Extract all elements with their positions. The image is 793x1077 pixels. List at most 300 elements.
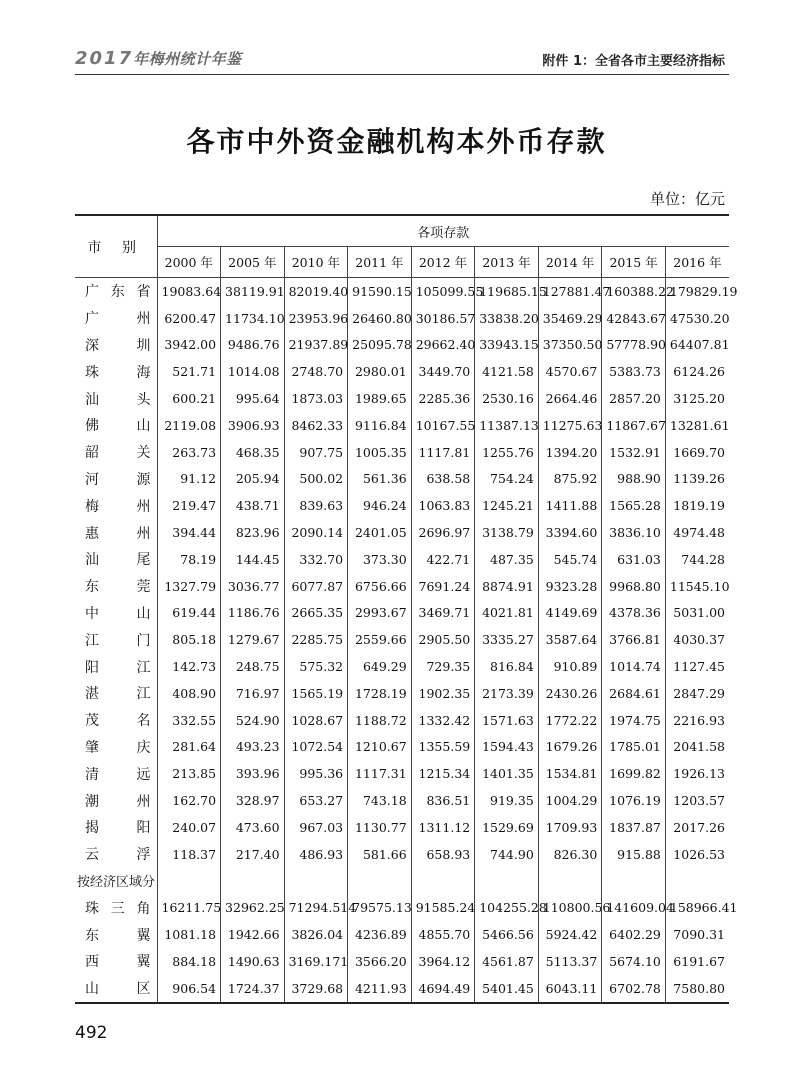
table-cell: 1529.69	[475, 814, 539, 841]
table-cell: 2285.36	[411, 385, 475, 412]
table-cell: 2401.05	[348, 519, 412, 546]
row-label: 东翼	[85, 927, 151, 944]
table-cell: 1534.81	[538, 760, 602, 787]
table-cell: 8874.91	[475, 573, 539, 600]
yearbook-tag	[75, 48, 242, 69]
table-cell: 744.28	[665, 546, 729, 573]
table-cell: 205.94	[221, 466, 285, 493]
table-cell: 884.18	[157, 948, 221, 975]
table-cell: 1255.76	[475, 439, 539, 466]
table-cell: 1565.28	[602, 492, 666, 519]
table-row	[75, 707, 729, 734]
table-cell: 47530.20	[665, 305, 729, 332]
table-row	[75, 305, 729, 332]
column-header: 2012 年	[411, 247, 475, 278]
table-cell: 394.44	[157, 519, 221, 546]
table-cell: 4030.37	[665, 626, 729, 653]
table-cell: 4121.58	[475, 358, 539, 385]
table-cell: 1245.21	[475, 492, 539, 519]
table-cell: 141609.04	[602, 894, 666, 921]
row-label: 肇庆	[85, 739, 151, 756]
table-cell: 823.96	[221, 519, 285, 546]
table-cell: 1709.93	[538, 814, 602, 841]
empty-cell	[538, 868, 602, 895]
table-cell: 37350.50	[538, 332, 602, 359]
table-cell: 521.71	[157, 358, 221, 385]
table-cell: 638.58	[411, 466, 475, 493]
table-row	[75, 921, 729, 948]
table-cell: 575.32	[284, 653, 348, 680]
row-label: 珠海	[85, 364, 151, 381]
header-rule	[75, 74, 729, 75]
table-cell: 3138.79	[475, 519, 539, 546]
row-label: 云浮	[85, 847, 151, 864]
table-cell: 8462.33	[284, 412, 348, 439]
table-cell: 1785.01	[602, 734, 666, 761]
table-cell: 1837.87	[602, 814, 666, 841]
table-cell: 7090.31	[665, 921, 729, 948]
table-row	[75, 466, 729, 493]
table-cell: 2559.66	[348, 626, 412, 653]
table-cell: 2430.26	[538, 680, 602, 707]
table-cell: 1728.19	[348, 680, 412, 707]
table-cell: 5113.37	[538, 948, 602, 975]
yearbook-year: 2017	[75, 48, 134, 69]
table-cell: 142.73	[157, 653, 221, 680]
table-cell: 907.75	[284, 439, 348, 466]
table-cell: 1311.12	[411, 814, 475, 841]
table-cell: 42843.67	[602, 305, 666, 332]
row-label: 深圳	[85, 337, 151, 354]
table-cell: 3729.68	[284, 975, 348, 1003]
table-cell: 6702.78	[602, 975, 666, 1003]
column-header: 2013 年	[475, 247, 539, 278]
table-cell: 13281.61	[665, 412, 729, 439]
table-cell: 393.96	[221, 760, 285, 787]
table-cell: 5466.56	[475, 921, 539, 948]
row-label: 揭阳	[85, 820, 151, 837]
table-cell: 2285.75	[284, 626, 348, 653]
column-header: 2016 年	[665, 247, 729, 278]
table-cell: 1063.83	[411, 492, 475, 519]
table-cell: 816.84	[475, 653, 539, 680]
table-cell: 826.30	[538, 841, 602, 868]
row-label: 梅州	[85, 498, 151, 515]
table-row	[75, 734, 729, 761]
table-cell: 33943.15	[475, 332, 539, 359]
table-cell: 581.66	[348, 841, 412, 868]
table-cell: 1081.18	[157, 921, 221, 948]
table-cell: 649.29	[348, 653, 412, 680]
table-cell: 5924.42	[538, 921, 602, 948]
table-cell: 1139.26	[665, 466, 729, 493]
table-cell: 1327.79	[157, 573, 221, 600]
table-cell: 1989.65	[348, 385, 412, 412]
row-label: 惠州	[85, 525, 151, 542]
column-header: 2015 年	[602, 247, 666, 278]
table-cell: 219.47	[157, 492, 221, 519]
empty-cell	[221, 868, 285, 895]
table-cell: 144.45	[221, 546, 285, 573]
table-cell: 3836.10	[602, 519, 666, 546]
table-cell: 2684.61	[602, 680, 666, 707]
row-label: 茂名	[85, 713, 151, 730]
table-row	[75, 680, 729, 707]
table-cell: 21937.89	[284, 332, 348, 359]
table-cell: 600.21	[157, 385, 221, 412]
table-cell: 16211.75	[157, 894, 221, 921]
column-header: 2011 年	[348, 247, 412, 278]
table-cell: 127881.47	[538, 278, 602, 305]
table-cell: 91585.24	[411, 894, 475, 921]
table-cell: 1669.70	[665, 439, 729, 466]
row-label: 中山	[85, 605, 151, 622]
table-cell: 213.85	[157, 760, 221, 787]
table-cell: 3826.04	[284, 921, 348, 948]
table-cell: 160388.22	[602, 278, 666, 305]
table-cell: 1679.26	[538, 734, 602, 761]
table-cell: 2017.26	[665, 814, 729, 841]
row-label: 江门	[85, 632, 151, 649]
table-row	[75, 358, 729, 385]
table-cell: 6756.66	[348, 573, 412, 600]
table-cell: 3449.70	[411, 358, 475, 385]
table-cell: 2530.16	[475, 385, 539, 412]
table-cell: 619.44	[157, 600, 221, 627]
table-row	[75, 894, 729, 921]
table-row	[75, 332, 729, 359]
running-header	[0, 42, 793, 74]
table-cell: 1188.72	[348, 707, 412, 734]
table-cell: 1411.88	[538, 492, 602, 519]
row-label: 阳江	[85, 659, 151, 676]
row-label: 清远	[85, 766, 151, 783]
table-cell: 1117.31	[348, 760, 412, 787]
table-cell: 1127.45	[665, 653, 729, 680]
table-cell: 716.97	[221, 680, 285, 707]
table-cell: 408.90	[157, 680, 221, 707]
table-cell: 158966.41	[665, 894, 729, 921]
table-cell: 1076.19	[602, 787, 666, 814]
table-cell: 162.70	[157, 787, 221, 814]
table-cell: 30186.57	[411, 305, 475, 332]
table-cell: 473.60	[221, 814, 285, 841]
table-row	[75, 787, 729, 814]
table-cell: 2857.20	[602, 385, 666, 412]
table-cell: 906.54	[157, 975, 221, 1003]
table-cell: 2696.97	[411, 519, 475, 546]
table-cell: 754.24	[475, 466, 539, 493]
row-label: 珠三角	[85, 900, 151, 917]
table-cell: 11734.10	[221, 305, 285, 332]
table-cell: 1014.74	[602, 653, 666, 680]
column-header: 2000 年	[157, 247, 221, 278]
table-cell: 6200.47	[157, 305, 221, 332]
table-row	[75, 841, 729, 868]
table-cell: 5401.45	[475, 975, 539, 1003]
row-label: 山区	[75, 975, 157, 1003]
table-cell: 119685.15	[475, 278, 539, 305]
table-cell: 2664.46	[538, 385, 602, 412]
table-cell: 4974.48	[665, 519, 729, 546]
table-cell: 4855.70	[411, 921, 475, 948]
table-cell: 1130.77	[348, 814, 412, 841]
table-cell: 493.23	[221, 734, 285, 761]
table-cell: 915.88	[602, 841, 666, 868]
table-cell: 1028.67	[284, 707, 348, 734]
section-title: 附件 1：全省各市主要经济指标	[542, 54, 725, 69]
table-cell: 2980.01	[348, 358, 412, 385]
table-cell: 332.55	[157, 707, 221, 734]
table-cell: 468.35	[221, 439, 285, 466]
table-row	[75, 948, 729, 975]
table-cell: 4021.81	[475, 600, 539, 627]
table-cell: 3942.00	[157, 332, 221, 359]
table-cell: 9486.76	[221, 332, 285, 359]
table-row	[75, 546, 729, 573]
table-cell: 64407.81	[665, 332, 729, 359]
row-label: 广东省	[75, 278, 157, 305]
table-cell: 1004.29	[538, 787, 602, 814]
table-cell: 91590.15	[348, 278, 412, 305]
table-cell: 1819.19	[665, 492, 729, 519]
table-cell: 6043.11	[538, 975, 602, 1003]
table-row	[75, 975, 729, 1003]
table-cell: 1532.91	[602, 439, 666, 466]
table-cell: 988.90	[602, 466, 666, 493]
table-row	[75, 573, 729, 600]
table-cell: 7691.24	[411, 573, 475, 600]
table-cell: 5383.73	[602, 358, 666, 385]
table-cell: 487.35	[475, 546, 539, 573]
unit-label: 单位：亿元	[649, 190, 725, 208]
group-header: 各项存款	[157, 215, 729, 247]
table-row	[75, 760, 729, 787]
table-cell: 2216.93	[665, 707, 729, 734]
table-cell: 38119.91	[221, 278, 285, 305]
table-cell: 3169.171	[284, 948, 348, 975]
yearbook-name: 年梅州统计年鉴	[133, 50, 242, 68]
table-row	[75, 519, 729, 546]
table-cell: 5031.00	[665, 600, 729, 627]
table-cell: 875.92	[538, 466, 602, 493]
table-cell: 248.75	[221, 653, 285, 680]
page-title: 各市中外资金融机构本外币存款	[186, 125, 607, 158]
row-label: 广州	[85, 311, 151, 328]
table-cell: 1974.75	[602, 707, 666, 734]
table-cell: 1332.42	[411, 707, 475, 734]
table-cell: 11275.63	[538, 412, 602, 439]
table-cell: 7580.80	[665, 975, 729, 1003]
table-cell: 836.51	[411, 787, 475, 814]
table-cell: 967.03	[284, 814, 348, 841]
table-cell: 1772.22	[538, 707, 602, 734]
table-cell: 631.03	[602, 546, 666, 573]
table-cell: 839.63	[284, 492, 348, 519]
table-cell: 29662.40	[411, 332, 475, 359]
page-number: 492	[75, 1023, 108, 1043]
table-cell: 1117.81	[411, 439, 475, 466]
table-cell: 3766.81	[602, 626, 666, 653]
table-cell: 3469.71	[411, 600, 475, 627]
table-cell: 3964.12	[411, 948, 475, 975]
table-cell: 4561.87	[475, 948, 539, 975]
table-cell: 658.93	[411, 841, 475, 868]
table-cell: 33838.20	[475, 305, 539, 332]
table-cell: 3036.77	[221, 573, 285, 600]
empty-cell	[284, 868, 348, 895]
row-label: 汕头	[85, 391, 151, 408]
table-cell: 118.37	[157, 841, 221, 868]
row-label: 汕尾	[85, 552, 151, 569]
table-cell: 486.93	[284, 841, 348, 868]
table-cell: 910.89	[538, 653, 602, 680]
table-cell: 6191.67	[665, 948, 729, 975]
table-cell: 1926.13	[665, 760, 729, 787]
table-cell: 1210.67	[348, 734, 412, 761]
table-cell: 281.64	[157, 734, 221, 761]
row-label: 东莞	[85, 579, 151, 596]
table-cell: 1902.35	[411, 680, 475, 707]
table-cell: 3566.20	[348, 948, 412, 975]
column-header: 2010 年	[284, 247, 348, 278]
table-cell: 110800.56	[538, 894, 602, 921]
table-cell: 6124.26	[665, 358, 729, 385]
table-cell: 1394.20	[538, 439, 602, 466]
table-row	[75, 278, 729, 305]
table-cell: 946.24	[348, 492, 412, 519]
table-cell: 1699.82	[602, 760, 666, 787]
table-cell: 4378.36	[602, 600, 666, 627]
table-cell: 373.30	[348, 546, 412, 573]
table-cell: 1355.59	[411, 734, 475, 761]
table-cell: 744.90	[475, 841, 539, 868]
empty-cell	[665, 868, 729, 895]
table-cell: 5674.10	[602, 948, 666, 975]
table-cell: 79575.13	[348, 894, 412, 921]
table-cell: 729.35	[411, 653, 475, 680]
row-header: 市 别	[75, 215, 157, 278]
table-cell: 4236.89	[348, 921, 412, 948]
table-cell: 11545.10	[665, 573, 729, 600]
table-cell: 3394.60	[538, 519, 602, 546]
table-cell: 1203.57	[665, 787, 729, 814]
table-cell: 1571.63	[475, 707, 539, 734]
table-cell: 9116.84	[348, 412, 412, 439]
table-cell: 422.71	[411, 546, 475, 573]
table-cell: 9968.80	[602, 573, 666, 600]
table-cell: 1873.03	[284, 385, 348, 412]
table-cell: 3125.20	[665, 385, 729, 412]
empty-cell	[602, 868, 666, 895]
table-cell: 2173.39	[475, 680, 539, 707]
table-row	[75, 814, 729, 841]
table-cell: 919.35	[475, 787, 539, 814]
table-cell: 10167.55	[411, 412, 475, 439]
table-cell: 6402.29	[602, 921, 666, 948]
table-cell: 91.12	[157, 466, 221, 493]
table-cell: 332.70	[284, 546, 348, 573]
table-cell: 653.27	[284, 787, 348, 814]
table-cell: 71294.514	[284, 894, 348, 921]
table-cell: 2665.35	[284, 600, 348, 627]
table-cell: 805.18	[157, 626, 221, 653]
row-label: 潮州	[85, 793, 151, 810]
table-cell: 2993.67	[348, 600, 412, 627]
table-cell: 1490.63	[221, 948, 285, 975]
table-cell: 545.74	[538, 546, 602, 573]
table-cell: 104255.28	[475, 894, 539, 921]
table-cell: 2119.08	[157, 412, 221, 439]
table-cell: 3587.64	[538, 626, 602, 653]
table-cell: 1005.35	[348, 439, 412, 466]
table-cell: 561.36	[348, 466, 412, 493]
table-cell: 2748.70	[284, 358, 348, 385]
table-cell: 743.18	[348, 787, 412, 814]
table-cell: 19083.64	[157, 278, 221, 305]
table-cell: 3335.27	[475, 626, 539, 653]
empty-cell	[157, 868, 221, 895]
table-cell: 1565.19	[284, 680, 348, 707]
row-label: 佛山	[85, 418, 151, 435]
table-cell: 995.64	[221, 385, 285, 412]
table-cell: 240.07	[157, 814, 221, 841]
table-cell: 2847.29	[665, 680, 729, 707]
table-row	[75, 653, 729, 680]
table-cell: 11387.13	[475, 412, 539, 439]
table-cell: 1401.35	[475, 760, 539, 787]
table-row	[75, 439, 729, 466]
row-label: 河源	[85, 471, 151, 488]
row-label: 西翼	[85, 954, 151, 971]
table-cell: 1594.43	[475, 734, 539, 761]
table-cell: 524.90	[221, 707, 285, 734]
empty-cell	[475, 868, 539, 895]
table-cell: 263.73	[157, 439, 221, 466]
table-cell: 78.19	[157, 546, 221, 573]
table-cell: 25095.78	[348, 332, 412, 359]
section-row	[75, 868, 729, 895]
table-cell: 6077.87	[284, 573, 348, 600]
table-row	[75, 600, 729, 627]
table-cell: 9323.28	[538, 573, 602, 600]
column-header: 2005 年	[221, 247, 285, 278]
table-row	[75, 492, 729, 519]
table-cell: 1215.34	[411, 760, 475, 787]
table-row	[75, 626, 729, 653]
table-cell: 995.36	[284, 760, 348, 787]
table-cell: 438.71	[221, 492, 285, 519]
section-label: 按经济区域分	[77, 875, 156, 891]
table-cell: 500.02	[284, 466, 348, 493]
table-cell: 82019.40	[284, 278, 348, 305]
table-cell: 4211.93	[348, 975, 412, 1003]
table-cell: 1026.53	[665, 841, 729, 868]
table-cell: 4149.69	[538, 600, 602, 627]
table-cell: 1942.66	[221, 921, 285, 948]
table-cell: 26460.80	[348, 305, 412, 332]
table-cell: 57778.90	[602, 332, 666, 359]
table-cell: 1279.67	[221, 626, 285, 653]
table-row	[75, 412, 729, 439]
table-cell: 2090.14	[284, 519, 348, 546]
empty-cell	[411, 868, 475, 895]
table-cell: 105099.55	[411, 278, 475, 305]
table-row	[75, 385, 729, 412]
table-cell: 179829.19	[665, 278, 729, 305]
table-cell: 1186.76	[221, 600, 285, 627]
table-cell: 23953.96	[284, 305, 348, 332]
